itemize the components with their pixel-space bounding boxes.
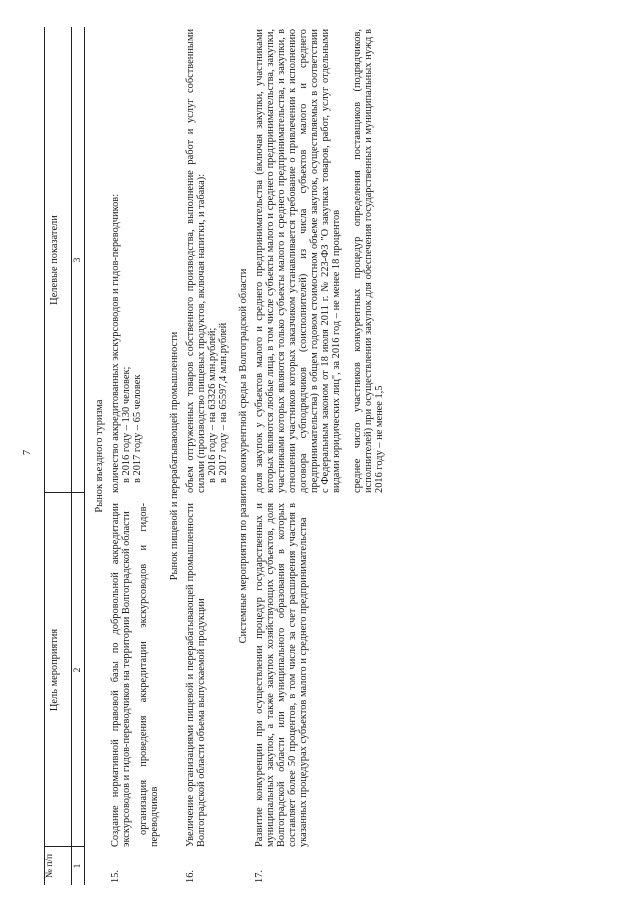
- indicator-paragraph: объем отгруженных товаров собственного производства, выполнение работ и услуг собственными силами (производство пищевых продуктов, включая напитки, и табака):: [185, 29, 208, 493]
- table-row: [185, 27, 229, 885]
- goal-paragraph: организация проведения аккредитации экскурсоводов и гидов-переводчиков: [138, 503, 161, 847]
- table-header-row: [44, 27, 72, 885]
- goal-cell: [110, 493, 160, 847]
- indicator-value-line: в 2017 году – на 65597,4 млн.рублей: [218, 322, 230, 483]
- section-heading: Системные мероприятия по развитию конкурентной среды в Волгоградской области: [238, 268, 250, 644]
- goal-paragraph: Создание нормативной правовой базы по добровольной аккредитации экскурсоводов и гидов-переводчиков на территории Волгоградской области: [110, 503, 133, 847]
- indicator-cell: [185, 27, 229, 493]
- goal-cell: [185, 493, 229, 847]
- indicator-paragraph: доля закупок у субъектов малого и среднего предпринимательства (включая закупки, участниками которых являются любые лица, в том числе субъекты малого и среднего предпринимательства, закупки, участниками которых являются только субъекты малого и среднего предпринимательства, и закупки, в отношении участников которых заказчиком устанавливается требование о привлечении к исполнению договора субподрядчиков (соисполнителей) из числа субъектов малого и среднего предпринимательства) в общем годовом стоимостном объеме закупок, осуществляемых в соответствии с Федеральным законом от 18 июля 2011 г. № 223-ФЗ "О закупках товаров, работ, услуг отдельными видами юридических лиц", за 2016 год – не менее 18 процентов: [254, 29, 343, 493]
- indicator-value-line: в 2016 году – 130 человек;: [121, 366, 133, 483]
- header-goal: Цель мероприятия: [49, 628, 60, 712]
- goal-paragraph: Увеличение организациями пищевой и перерабатывающей промышленности Волгоградской области объема выпускаемой продукции: [185, 503, 208, 847]
- row-number: 17.: [254, 870, 266, 883]
- table-row: [254, 27, 385, 885]
- column-number-row: [72, 27, 85, 885]
- indicator-value-line: в 2016 году – на 63326 млн.рублей;: [207, 327, 219, 483]
- table-row: [110, 27, 160, 885]
- goal-paragraph: Развитие конкуренции при осуществлении процедур государственных и муниципальных закупок, а также закупок хозяйствующих субъектов, доля Волгоградской области или муниципального образования в которых составляет более 50 процентов, в том числе за счет расширения участия в указанных процедурах субъектов малого и среднего предпринимательства: [254, 503, 310, 847]
- column-number: 2: [73, 667, 83, 673]
- row-number: 15.: [110, 870, 122, 883]
- indicator-paragraph: среднее число участников конкурентных процедур определения поставщиков (подрядчиков, исполнителей) при осуществлении закупок для обеспечения государственных и муниципальных нужд в 2016 году – не менее 1,5: [352, 29, 386, 493]
- column-number: 3: [73, 257, 83, 263]
- header-num: № п/п: [45, 853, 55, 879]
- goal-cell: [254, 493, 385, 847]
- section-heading: Рынок въездного туризма: [94, 399, 105, 513]
- indicator-value-line: в 2017 году – 65 человек: [132, 374, 144, 483]
- section-heading: Рынок пищевой и перерабатывающей промышленности: [169, 331, 181, 581]
- indicator-cell: [110, 27, 160, 493]
- header-indicators: Целевые показатели: [49, 215, 60, 305]
- table-body: [94, 27, 385, 885]
- indicator-cell: [254, 27, 385, 493]
- row-number: 16.: [185, 870, 197, 883]
- measures-table: [44, 27, 385, 885]
- indicator-paragraph: количество аккредитованных экскурсоводов и гидов-переводчиков:: [110, 193, 122, 493]
- page-number: 7: [21, 449, 33, 456]
- column-number: 1: [73, 863, 83, 869]
